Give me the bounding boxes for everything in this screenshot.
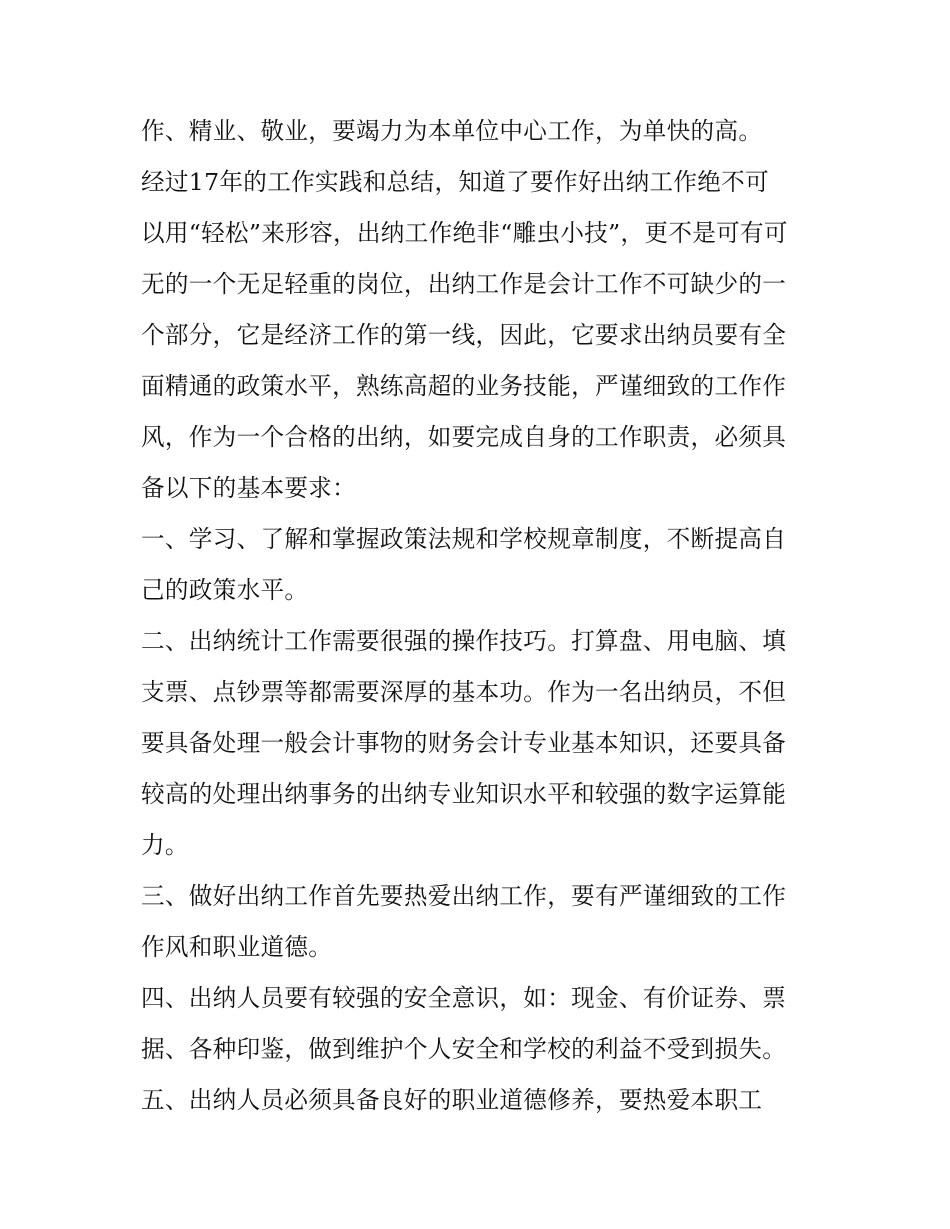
text-line: 一、学习、了解和掌握政策法规和学校规章制度，不断提高自	[141, 525, 787, 553]
text-line: 力。	[141, 831, 189, 859]
text-line: 作、精业、敬业，要竭力为本单位中心工作，为单快的高。	[141, 117, 763, 145]
text-line: 经过17年的工作实践和总结，知道了要作好出纳工作绝不可	[141, 168, 769, 196]
text-line: 备以下的基本要求：	[141, 474, 357, 502]
text-line: 二、出纳统计工作需要很强的操作技巧。打算盘、用电脑、填	[141, 627, 787, 655]
text-line: 作风和职业道德。	[141, 933, 333, 961]
text-line: 据、各种印鉴，做到维护个人安全和学校的利益不受到损失。	[141, 1035, 787, 1063]
text-line: 三、做好出纳工作首先要热爱出纳工作，要有严谨细致的工作	[141, 882, 787, 910]
document-body	[141, 106, 821, 1126]
text-line: 个部分，它是经济工作的第一线，因此，它要求出纳员要有全	[141, 321, 787, 349]
text-line: 己的政策水平。	[141, 576, 309, 604]
text-line: 五、出纳人员必须具备良好的职业道德修养，要热爱本职工	[141, 1086, 763, 1114]
text-line: 四、出纳人员要有较强的安全意识，如：现金、有价证券、票	[141, 984, 787, 1012]
text-line: 较高的处理出纳事务的出纳专业知识水平和较强的数字运算能	[141, 780, 787, 808]
text-line: 要具备处理一般会计事物的财务会计专业基本知识，还要具备	[141, 729, 787, 757]
text-line: 支票、点钞票等都需要深厚的基本功。作为一名出纳员，不但	[141, 678, 787, 706]
text-line: 无的一个无足轻重的岗位，出纳工作是会计工作不可缺少的一	[141, 270, 787, 298]
text-line: 以用“轻松”来形容，出纳工作绝非“雕虫小技”，更不是可有可	[141, 219, 788, 247]
text-line: 面精通的政策水平，熟练高超的业务技能，严谨细致的工作作	[141, 372, 787, 400]
text-line: 风，作为一个合格的出纳，如要完成自身的工作职责，必须具	[141, 423, 787, 451]
